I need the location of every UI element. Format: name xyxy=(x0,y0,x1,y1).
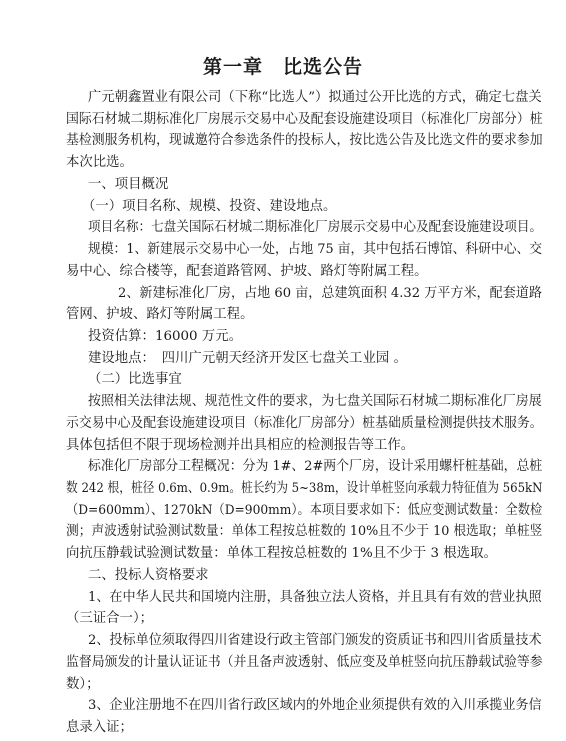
chapter-title: 第一章 比选公告 xyxy=(202,56,363,78)
paragraph-line: 2、新建标准化厂房，占地 60 亩，总建筑面积 4.32 万平方米，配套道路 xyxy=(118,286,542,301)
paragraph-line: 按照相关法律法规、规范性文件的要求，为七盘关国际石材城二期标准化厂房展 xyxy=(88,394,542,409)
section-heading: 一、项目概况 xyxy=(88,177,169,192)
paragraph-line: 管网、护坡、路灯等附属工程。 xyxy=(66,307,254,322)
paragraph-line: 1、在中华人民共和国境内注册，具备独立法人资格，并且具有有效的营业执照 xyxy=(88,590,542,605)
paragraph-line: 息录入证； xyxy=(66,720,133,735)
paragraph-line: （三证合一）； xyxy=(66,611,154,626)
paragraph-line: 2、投标单位须取得四川省建设行政主管部门颁发的资质证书和四川省质量技术 xyxy=(88,633,542,648)
paragraph-line: 投资估算：16000 万元。 xyxy=(88,329,242,344)
paragraph-line: 测；声波透射试验测试数量：单体工程按总桩数的 10%且不少于 10 根选取；单桩竖 xyxy=(66,524,543,539)
paragraph-line: 建设地点： 四川广元朝天经济开发区七盘关工业园 。 xyxy=(88,351,407,366)
paragraph-line: 易中心、综合楼等，配套道路管网、护坡、路灯等附属工程。 xyxy=(66,264,428,279)
paragraph-line: 广元朝鑫置业有限公司（下称“比选人”）拟通过公开比选的方式，确定七盘关 xyxy=(88,90,542,105)
paragraph-line: 规模：1、新建展示交易中心一处，占地 75 亩，其中包括石博馆、科研中心、交 xyxy=(88,242,543,257)
paragraph-line: 向抗压静载试验测试数量：单体工程按总桩数的 1%且不少于 3 根选取。 xyxy=(66,546,497,561)
paragraph-line: 数）； xyxy=(66,677,100,692)
paragraph-line: 基检测服务机构，现诚邀符合参选条件的投标人，按比选公告及比选文件的要求参加 xyxy=(66,133,543,148)
paragraph-line: 示交易中心及配套设施建设项目（标准化厂房部分）桩基础质量检测提供技术服务。 xyxy=(66,416,543,431)
section-heading: 二、投标人资格要求 xyxy=(88,568,209,583)
paragraph-line: 本次比选。 xyxy=(66,155,133,170)
subsection-heading: （一）项目名称、规模、投资、建设地点。 xyxy=(82,199,337,214)
paragraph-line: 标准化厂房部分工程概况：分为 1#、2#两个厂房，设计采用螺杆桩基础，总桩 xyxy=(88,459,543,474)
paragraph-line: 国际石材城二期标准化厂房展示交易中心及配套设施建设项目（标准化厂房部分）桩 xyxy=(66,112,543,127)
paragraph-line: （D=600mm）、1270kN（D=900mm）。本项目要求如下：低应变测试数量：全数检 xyxy=(66,503,543,518)
paragraph-line: 具体包括但不限于现场检测并出具相应的检测报告等工作。 xyxy=(66,438,415,453)
paragraph-line: 3、企业注册地不在四川省行政区域内的外地企业须提供有效的入川承揽业务信 xyxy=(88,698,542,713)
subsection-heading: （二）比选事宜 xyxy=(88,372,182,387)
paragraph-line: 数 242 根，桩径 0.6m、0.9m。桩长约为 5~38m，设计单桩竖向承载力特征值为 565kN xyxy=(66,481,543,496)
paragraph-line: 监督局颁发的计量认证证书（并且备声波透射、低应变及单桩竖向抗压静载试验等参 xyxy=(66,655,543,670)
paragraph-line: 项目名称：七盘关国际石材城二期标准化厂房展示交易中心及配套设施建设项目。 xyxy=(88,220,543,235)
